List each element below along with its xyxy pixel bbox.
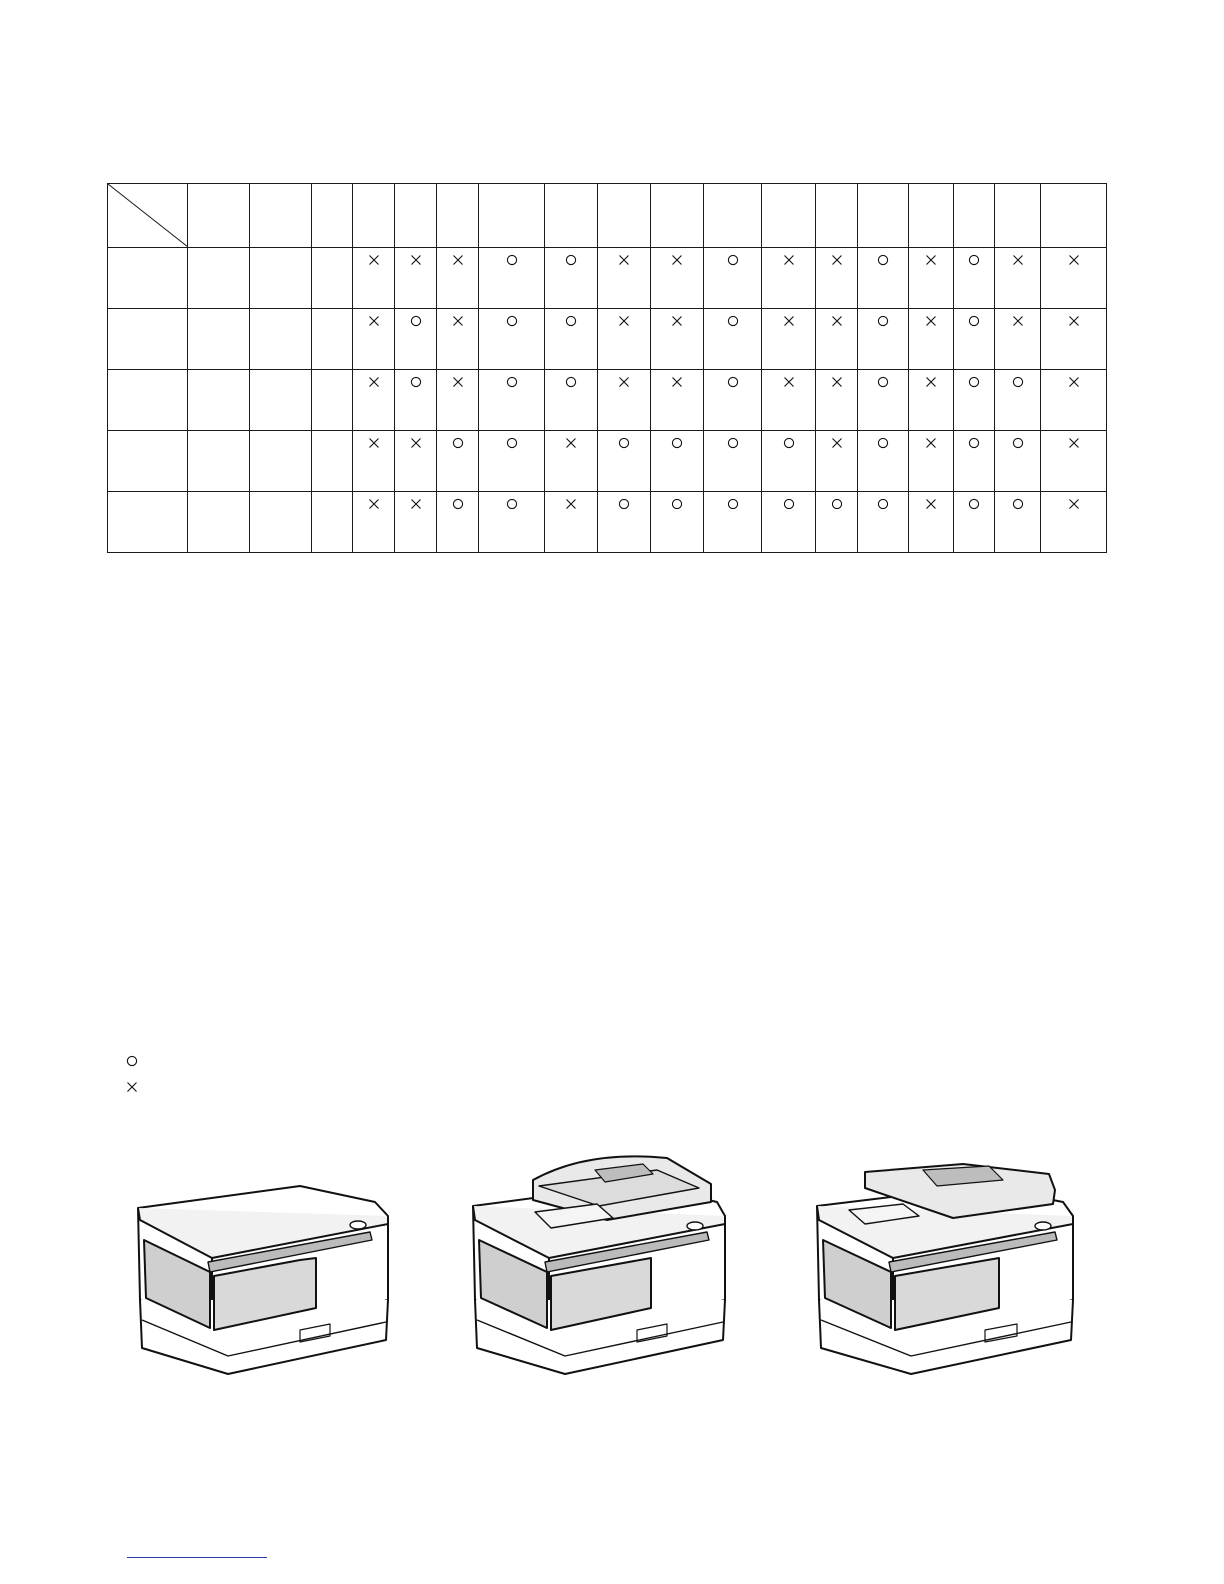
circle-mark-icon [452, 437, 464, 449]
table-cell [909, 492, 954, 553]
table-row [108, 309, 1107, 370]
table-cell [353, 492, 395, 553]
table-cell [816, 492, 858, 553]
circle-mark-icon [618, 437, 630, 449]
table-cell [479, 431, 545, 492]
cross-mark-icon [452, 376, 464, 388]
circle-mark-icon [565, 376, 577, 388]
table-header-cell [545, 184, 598, 248]
cross-mark-icon [368, 376, 380, 388]
table-cell [954, 431, 995, 492]
footer-rule [127, 1557, 267, 1558]
table-cell [704, 370, 762, 431]
circle-mark-icon [783, 498, 795, 510]
table-cell [545, 431, 598, 492]
table-cell [188, 370, 250, 431]
table-cell [188, 248, 250, 309]
table-row [108, 492, 1107, 553]
cross-mark-icon [925, 254, 937, 266]
table-header-cell [353, 184, 395, 248]
table-header-cell [995, 184, 1041, 248]
table-cell [395, 431, 437, 492]
cross-mark-icon [452, 315, 464, 327]
table-cell [545, 248, 598, 309]
circle-mark-icon [671, 498, 683, 510]
table-header-cell [598, 184, 651, 248]
circle-mark-icon [506, 315, 518, 327]
table-cell [598, 492, 651, 553]
circle-mark-icon [565, 254, 577, 266]
circle-mark-icon [727, 254, 739, 266]
table-row [108, 248, 1107, 309]
table-cell [704, 492, 762, 553]
table-cell [762, 309, 816, 370]
table-cell [312, 370, 353, 431]
cross-mark-icon [925, 376, 937, 388]
table-cell [598, 248, 651, 309]
table-header-row [108, 184, 1107, 248]
table-cell [651, 431, 704, 492]
table-cell [312, 431, 353, 492]
cross-mark-icon [925, 315, 937, 327]
table-cell [545, 370, 598, 431]
circle-mark-icon [506, 437, 518, 449]
table-header-cell [312, 184, 353, 248]
circle-mark-icon [1012, 376, 1024, 388]
table-header-cell [704, 184, 762, 248]
table-cell [479, 370, 545, 431]
table-cell [250, 370, 312, 431]
table-cell [250, 431, 312, 492]
circle-mark-icon [565, 315, 577, 327]
table-cell [858, 431, 909, 492]
cross-mark-icon [831, 437, 843, 449]
table-corner-cell [108, 184, 188, 248]
cross-mark-icon [452, 254, 464, 266]
circle-mark-icon [968, 376, 980, 388]
table-cell [704, 309, 762, 370]
circle-mark-icon [506, 376, 518, 388]
table-cell [108, 492, 188, 553]
cross-mark-icon [925, 437, 937, 449]
cross-mark-icon [618, 315, 630, 327]
table-cell [1041, 248, 1107, 309]
circle-mark-icon [506, 498, 518, 510]
table-cell [250, 492, 312, 553]
copier-with-rspf-icon [467, 1140, 731, 1380]
table-cell [188, 492, 250, 553]
cross-mark-icon [1068, 376, 1080, 388]
copier-flatbed-icon [130, 1180, 392, 1380]
circle-mark-icon [968, 315, 980, 327]
cross-mark-icon [618, 254, 630, 266]
cross-mark-icon [671, 315, 683, 327]
table-cell [479, 248, 545, 309]
table-cell [479, 492, 545, 553]
legend [126, 1048, 138, 1100]
cross-mark-icon [783, 254, 795, 266]
circle-mark-icon [410, 315, 422, 327]
cross-mark-icon [783, 376, 795, 388]
circle-mark-icon [783, 437, 795, 449]
table-header-cell [479, 184, 545, 248]
legend-item [126, 1074, 138, 1100]
table-cell [909, 370, 954, 431]
table-cell [437, 248, 479, 309]
table-cell [598, 431, 651, 492]
table-cell [437, 431, 479, 492]
cross-mark-icon [831, 254, 843, 266]
circle-mark-icon [727, 376, 739, 388]
cross-mark-icon [1068, 315, 1080, 327]
spec-table [107, 183, 1107, 553]
table-cell [250, 248, 312, 309]
table-cell [1041, 492, 1107, 553]
circle-mark-icon [968, 254, 980, 266]
cross-mark-icon [410, 437, 422, 449]
circle-mark-icon [727, 498, 739, 510]
table-cell [479, 309, 545, 370]
cross-mark-icon [1068, 498, 1080, 510]
circle-mark-icon [727, 437, 739, 449]
cross-mark-icon [368, 498, 380, 510]
table-cell [395, 370, 437, 431]
table-cell [762, 492, 816, 553]
table-cell [954, 492, 995, 553]
cross-mark-icon [1068, 254, 1080, 266]
table-cell [1041, 309, 1107, 370]
table-cell [651, 370, 704, 431]
cross-mark-icon [410, 498, 422, 510]
table-cell [762, 370, 816, 431]
table-cell [108, 309, 188, 370]
table-cell [353, 370, 395, 431]
circle-mark-icon [1012, 498, 1024, 510]
table-cell [816, 248, 858, 309]
circle-mark-icon [618, 498, 630, 510]
circle-mark-icon [968, 498, 980, 510]
table-cell [545, 309, 598, 370]
table-cell [858, 309, 909, 370]
table-header-cell [1041, 184, 1107, 248]
table-cell [954, 248, 995, 309]
table-cell [995, 248, 1041, 309]
cross-mark-icon [831, 315, 843, 327]
circle-mark-icon [452, 498, 464, 510]
table-cell [704, 248, 762, 309]
table-cell [108, 370, 188, 431]
table-cell [704, 431, 762, 492]
cross-mark-icon [368, 254, 380, 266]
cross-mark-icon [126, 1081, 138, 1093]
cross-mark-icon [831, 376, 843, 388]
table-cell [312, 248, 353, 309]
table-header-cell [858, 184, 909, 248]
cross-mark-icon [565, 498, 577, 510]
cross-mark-icon [565, 437, 577, 449]
circle-mark-icon [831, 498, 843, 510]
table-cell [353, 248, 395, 309]
table-cell [995, 370, 1041, 431]
table-cell [995, 492, 1041, 553]
table-cell [954, 370, 995, 431]
table-cell [651, 492, 704, 553]
table-cell [995, 431, 1041, 492]
circle-mark-icon [968, 437, 980, 449]
table-cell [395, 492, 437, 553]
table-cell [250, 309, 312, 370]
table-cell [816, 431, 858, 492]
cross-mark-icon [1012, 315, 1024, 327]
table-cell [437, 492, 479, 553]
table-cell [909, 431, 954, 492]
table-cell [651, 309, 704, 370]
cross-mark-icon [1012, 254, 1024, 266]
cross-mark-icon [671, 254, 683, 266]
table-cell [954, 309, 995, 370]
circle-mark-icon [671, 437, 683, 449]
table-cell [312, 492, 353, 553]
table-header-cell [651, 184, 704, 248]
table-header-cell [954, 184, 995, 248]
cross-mark-icon [671, 376, 683, 388]
table-header-cell [188, 184, 250, 248]
circle-mark-icon [727, 315, 739, 327]
circle-mark-icon [126, 1055, 138, 1067]
table-cell [858, 248, 909, 309]
table-cell [437, 370, 479, 431]
table-cell [395, 309, 437, 370]
table-cell [545, 492, 598, 553]
table-cell [858, 492, 909, 553]
table-cell [995, 309, 1041, 370]
table-cell [909, 248, 954, 309]
table-cell [108, 248, 188, 309]
table-cell [909, 309, 954, 370]
table-header-cell [437, 184, 479, 248]
cross-mark-icon [925, 498, 937, 510]
table-cell [312, 309, 353, 370]
circle-mark-icon [877, 498, 889, 510]
table-cell [108, 431, 188, 492]
table-cell [816, 309, 858, 370]
circle-mark-icon [1012, 437, 1024, 449]
table-cell [395, 248, 437, 309]
table-header-cell [395, 184, 437, 248]
table-cell [1041, 370, 1107, 431]
table-cell [437, 309, 479, 370]
table-cell [598, 370, 651, 431]
table-row [108, 431, 1107, 492]
cross-mark-icon [368, 437, 380, 449]
table-cell [188, 309, 250, 370]
circle-mark-icon [877, 315, 889, 327]
table-row [108, 370, 1107, 431]
cross-mark-icon [618, 376, 630, 388]
table-cell [762, 431, 816, 492]
cross-mark-icon [783, 315, 795, 327]
table-header-cell [250, 184, 312, 248]
table-cell [816, 370, 858, 431]
copier-with-spf-icon [813, 1160, 1077, 1380]
table-cell [651, 248, 704, 309]
table-cell [353, 431, 395, 492]
table-header-cell [762, 184, 816, 248]
table-cell [858, 370, 909, 431]
cross-mark-icon [410, 254, 422, 266]
table-cell [353, 309, 395, 370]
circle-mark-icon [877, 437, 889, 449]
circle-mark-icon [877, 376, 889, 388]
table-cell [762, 248, 816, 309]
table-cell [1041, 431, 1107, 492]
circle-mark-icon [506, 254, 518, 266]
cross-mark-icon [368, 315, 380, 327]
circle-mark-icon [877, 254, 889, 266]
table-header-cell [909, 184, 954, 248]
table-cell [188, 431, 250, 492]
table-cell [598, 309, 651, 370]
legend-item [126, 1048, 138, 1074]
circle-mark-icon [410, 376, 422, 388]
cross-mark-icon [1068, 437, 1080, 449]
table-header-cell [816, 184, 858, 248]
